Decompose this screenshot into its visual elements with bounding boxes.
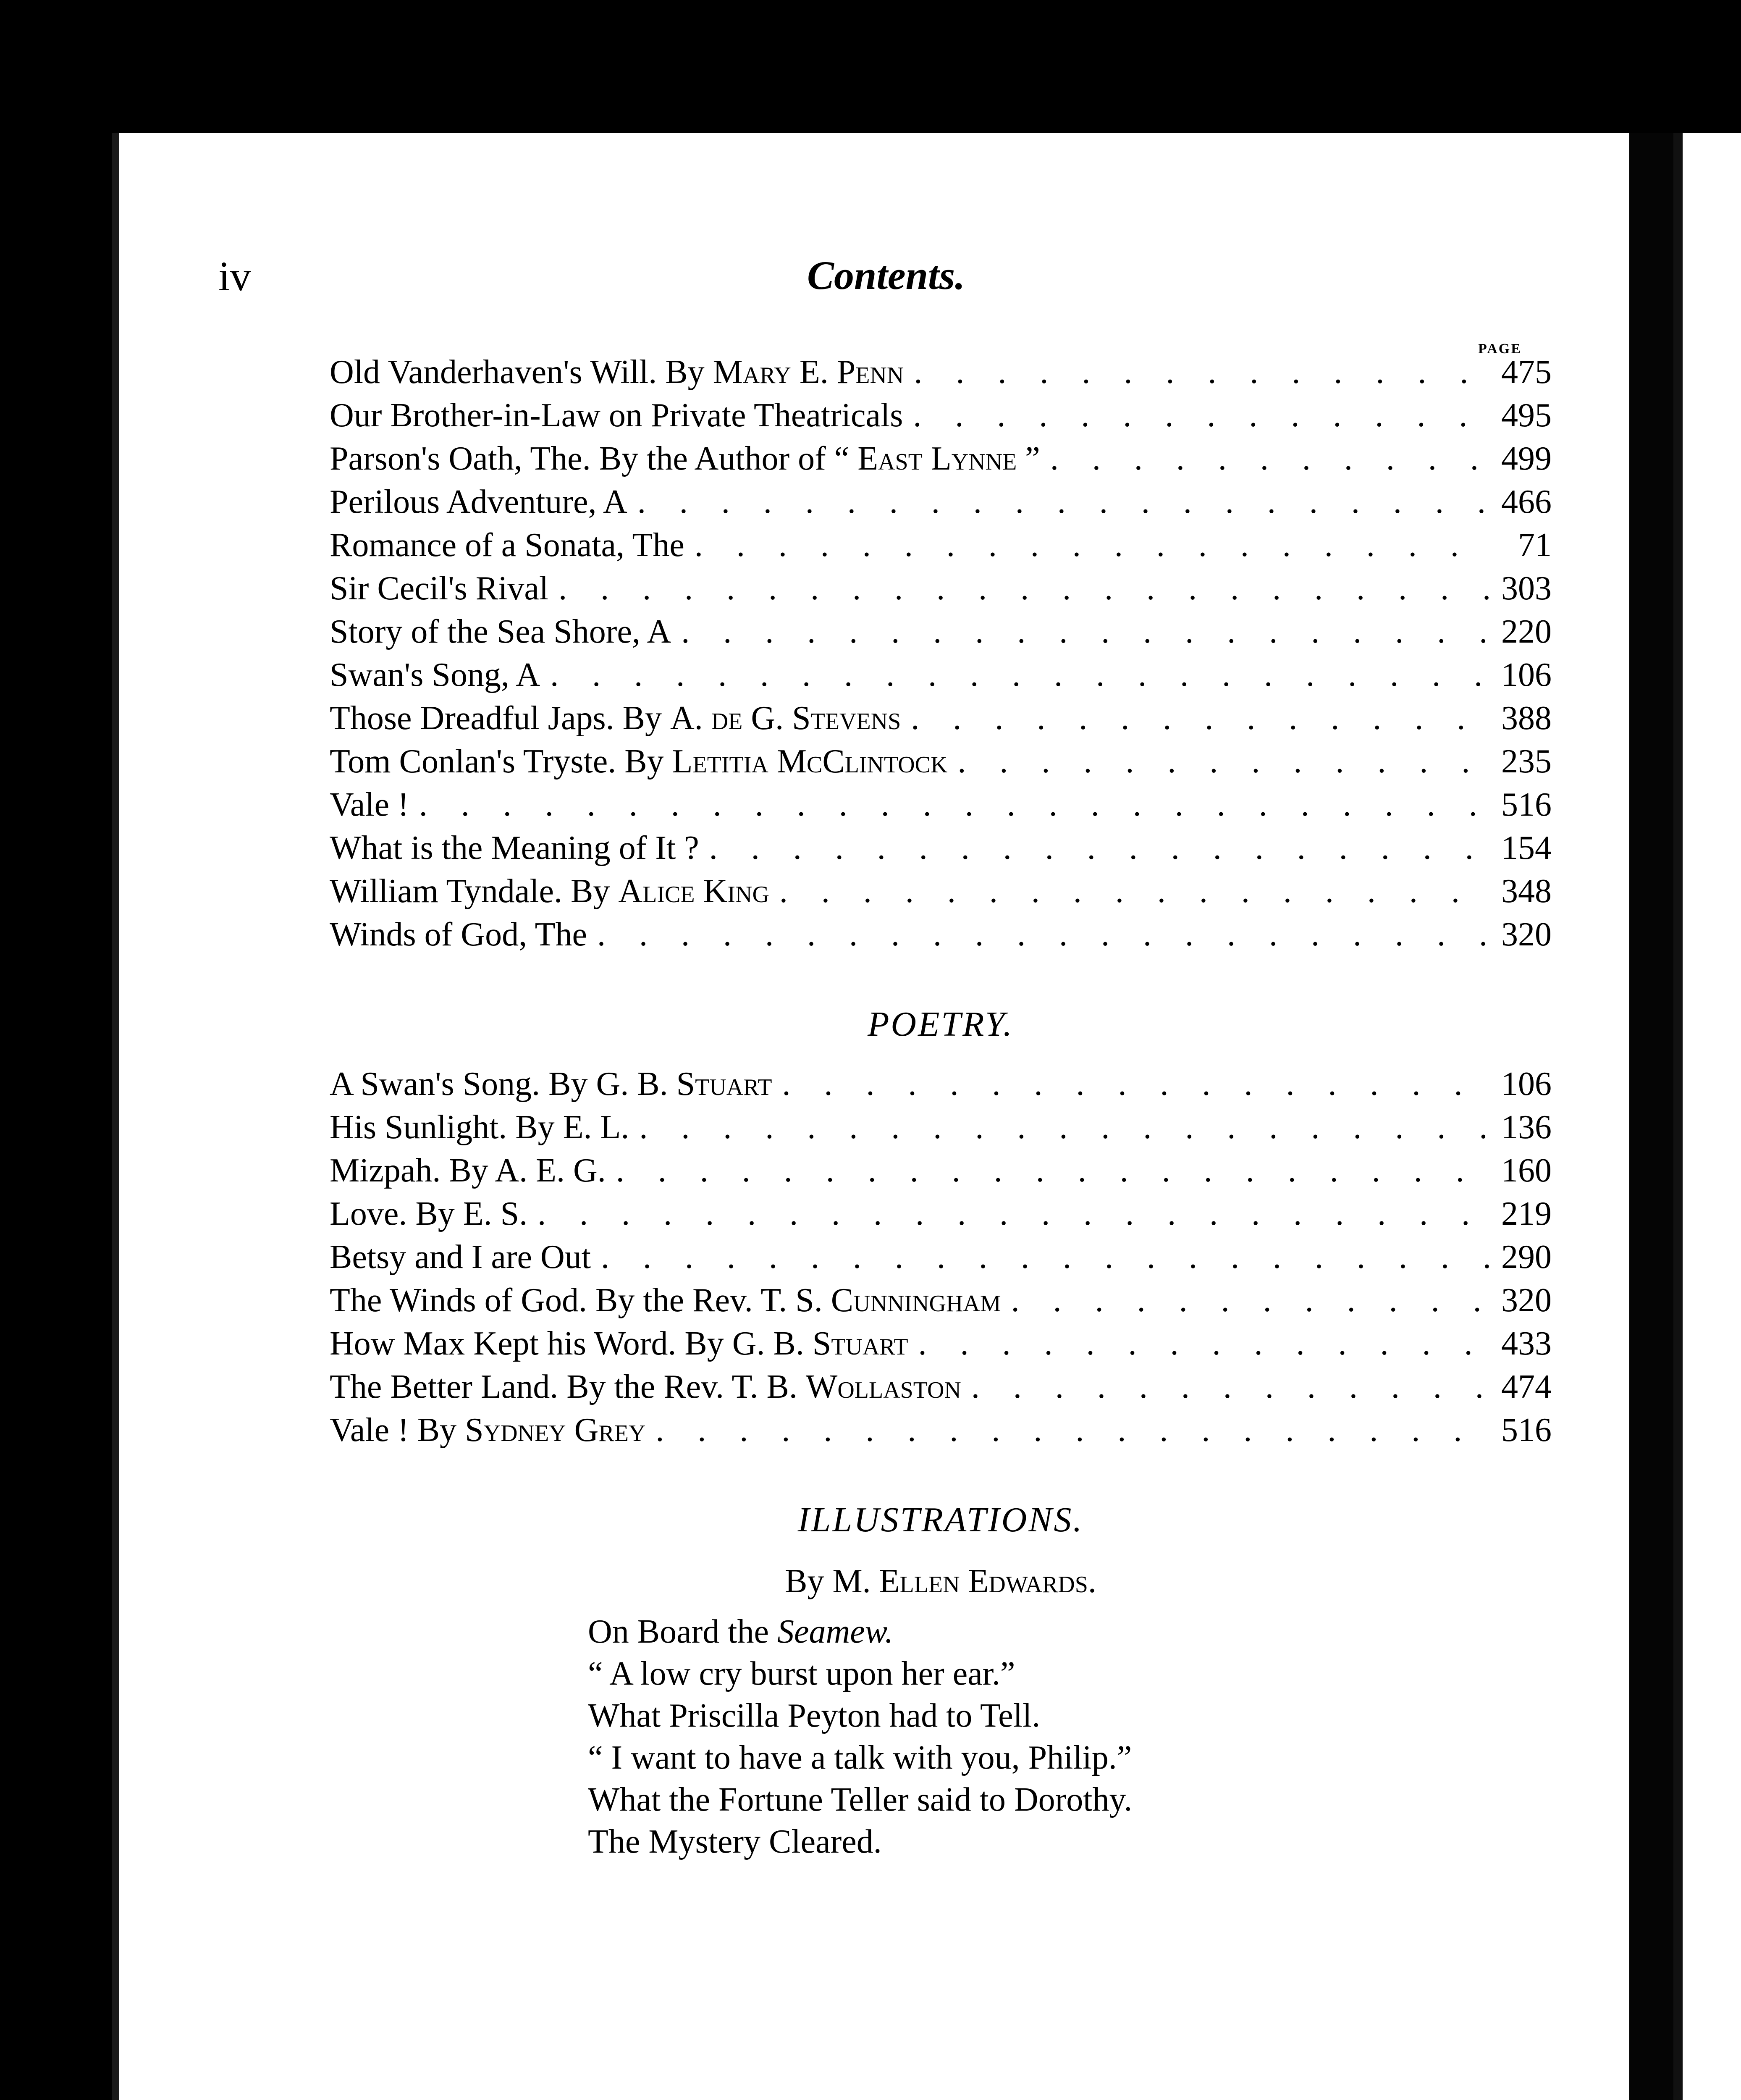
toc-leader (684, 524, 1493, 567)
toc-title: William Tyndale. By Alice King (330, 873, 769, 910)
toc-row (330, 1322, 1552, 1365)
toc-page: 235 (1501, 743, 1552, 780)
toc-row (330, 654, 1552, 697)
page-number: iv (218, 253, 251, 299)
toc-page: 320 (1501, 916, 1552, 953)
toc-leader (540, 654, 1493, 697)
toc-leader (409, 783, 1493, 827)
toc-row (330, 1365, 1552, 1409)
toc-row (330, 827, 1552, 870)
toc-title: Love. By E. S. (330, 1195, 528, 1232)
page-column-label: PAGE (1478, 341, 1522, 357)
toc-leader (699, 827, 1493, 870)
toc-page: 71 (1518, 527, 1552, 564)
toc-leader (1040, 437, 1493, 480)
toc-row (330, 1149, 1552, 1192)
toc-page: 499 (1501, 440, 1552, 477)
toc-page: 433 (1501, 1325, 1552, 1362)
toc-row (330, 1063, 1552, 1106)
illustration-item: “ A low cry burst upon her ear.” (588, 1655, 1015, 1692)
toc-leader (901, 697, 1493, 740)
toc-row (330, 524, 1552, 567)
toc-title: Old Vanderhaven's Will. By Mary E. Penn (330, 354, 904, 391)
toc-row (330, 1106, 1552, 1149)
toc-page: 303 (1501, 570, 1552, 607)
toc-title: Winds of God, The (330, 916, 587, 953)
toc-page: 106 (1501, 1066, 1552, 1102)
toc-leader (961, 1365, 1493, 1409)
toc-leader (903, 394, 1493, 437)
toc-page: 466 (1501, 483, 1552, 520)
toc-title: Sir Cecil's Rival (330, 570, 549, 607)
toc-title: The Winds of God. By the Rev. T. S. Cunningham (330, 1282, 1001, 1319)
toc-page: 320 (1501, 1282, 1552, 1319)
toc-row (330, 740, 1552, 783)
toc-page: 160 (1501, 1152, 1552, 1189)
toc-title: Vale ! By Sydney Grey (330, 1412, 646, 1449)
toc-title: What is the Meaning of It ? (330, 830, 699, 866)
toc-page: 474 (1501, 1368, 1552, 1405)
toc-leader (772, 1063, 1493, 1106)
toc-leader (629, 1106, 1493, 1149)
toc-row (330, 913, 1552, 956)
toc-page: 136 (1501, 1109, 1552, 1146)
toc-leader (548, 567, 1493, 610)
toc-title: Story of the Sea Shore, A (330, 613, 671, 650)
toc-title: Vale ! (330, 786, 409, 823)
toc-title: The Better Land. By the Rev. T. B. Wollaston (330, 1368, 961, 1405)
toc-leader (671, 610, 1493, 654)
toc-page: 219 (1501, 1195, 1552, 1232)
book-gutter (1629, 133, 1673, 2100)
toc-title: How Max Kept his Word. By G. B. Stuart (330, 1325, 908, 1362)
toc-title: Betsy and I are Out (330, 1239, 591, 1276)
illustrations-credit: By M. Ellen Edwards. (785, 1563, 1096, 1600)
toc-row (330, 610, 1552, 654)
toc-page: 516 (1501, 786, 1552, 823)
toc-row (330, 1192, 1552, 1236)
toc-title: Perilous Adventure, A (330, 483, 627, 520)
toc-row (330, 351, 1552, 394)
toc-page: 388 (1501, 700, 1552, 737)
toc-row (330, 437, 1552, 480)
toc-title: His Sunlight. By E. L. (330, 1109, 629, 1146)
toc-page: 290 (1501, 1239, 1552, 1276)
toc-row (330, 870, 1552, 913)
toc-row (330, 394, 1552, 437)
running-title: Contents. (807, 253, 965, 298)
toc-leader (645, 1409, 1493, 1452)
facing-page-edge (1673, 133, 1741, 2100)
toc-row (330, 697, 1552, 740)
poetry-list (330, 1063, 1552, 1452)
toc-page: 220 (1501, 613, 1552, 650)
toc-leader (527, 1192, 1493, 1236)
toc-row (330, 480, 1552, 524)
illustrations-heading: ILLUSTRATIONS. (797, 1500, 1084, 1539)
toc-page: 106 (1501, 656, 1552, 693)
toc-row (330, 567, 1552, 610)
toc-page: 495 (1501, 397, 1552, 434)
toc-leader (947, 740, 1493, 783)
toc-row (330, 783, 1552, 827)
toc-page: 348 (1501, 873, 1552, 910)
page-header (218, 252, 1554, 311)
toc-page: 475 (1501, 354, 1552, 391)
toc-row (330, 1409, 1552, 1452)
toc-title: Romance of a Sonata, The (330, 527, 684, 564)
toc-leader (627, 480, 1493, 524)
toc-title: A Swan's Song. By G. B. Stuart (330, 1066, 772, 1102)
illustration-item: What the Fortune Teller said to Dorothy. (588, 1781, 1133, 1818)
poetry-heading: POETRY. (868, 1005, 1014, 1044)
toc-title: Our Brother-in-Law on Private Theatricals (330, 397, 903, 434)
illustration-item: “ I want to have a talk with you, Philip.” (588, 1739, 1132, 1776)
toc-leader (908, 1322, 1493, 1365)
toc-leader (591, 1236, 1493, 1279)
toc-leader (1001, 1279, 1493, 1322)
toc-page: 154 (1501, 830, 1552, 866)
toc-row (330, 1236, 1552, 1279)
toc-title: Parson's Oath, The. By the Author of “ East Lynne ” (330, 440, 1040, 477)
toc-title: Tom Conlan's Tryste. By Letitia McClintock (330, 743, 948, 780)
toc-leader (587, 913, 1493, 956)
stories-list (330, 351, 1552, 956)
toc-title: Those Dreadful Japs. By A. de G. Stevens (330, 700, 901, 737)
toc-leader (606, 1149, 1493, 1192)
illustration-item: What Priscilla Peyton had to Tell. (588, 1697, 1041, 1734)
toc-leader (769, 870, 1493, 913)
toc-title: Swan's Song, A (330, 656, 540, 693)
toc-title: Mizpah. By A. E. G. (330, 1152, 606, 1189)
illustrations-list (588, 1611, 1428, 1863)
illustration-item: The Mystery Cleared. (588, 1823, 882, 1860)
toc-page: 516 (1501, 1412, 1552, 1449)
toc-leader (904, 351, 1493, 394)
toc-row (330, 1279, 1552, 1322)
illustration-item: On Board the Seamew. (588, 1613, 894, 1650)
